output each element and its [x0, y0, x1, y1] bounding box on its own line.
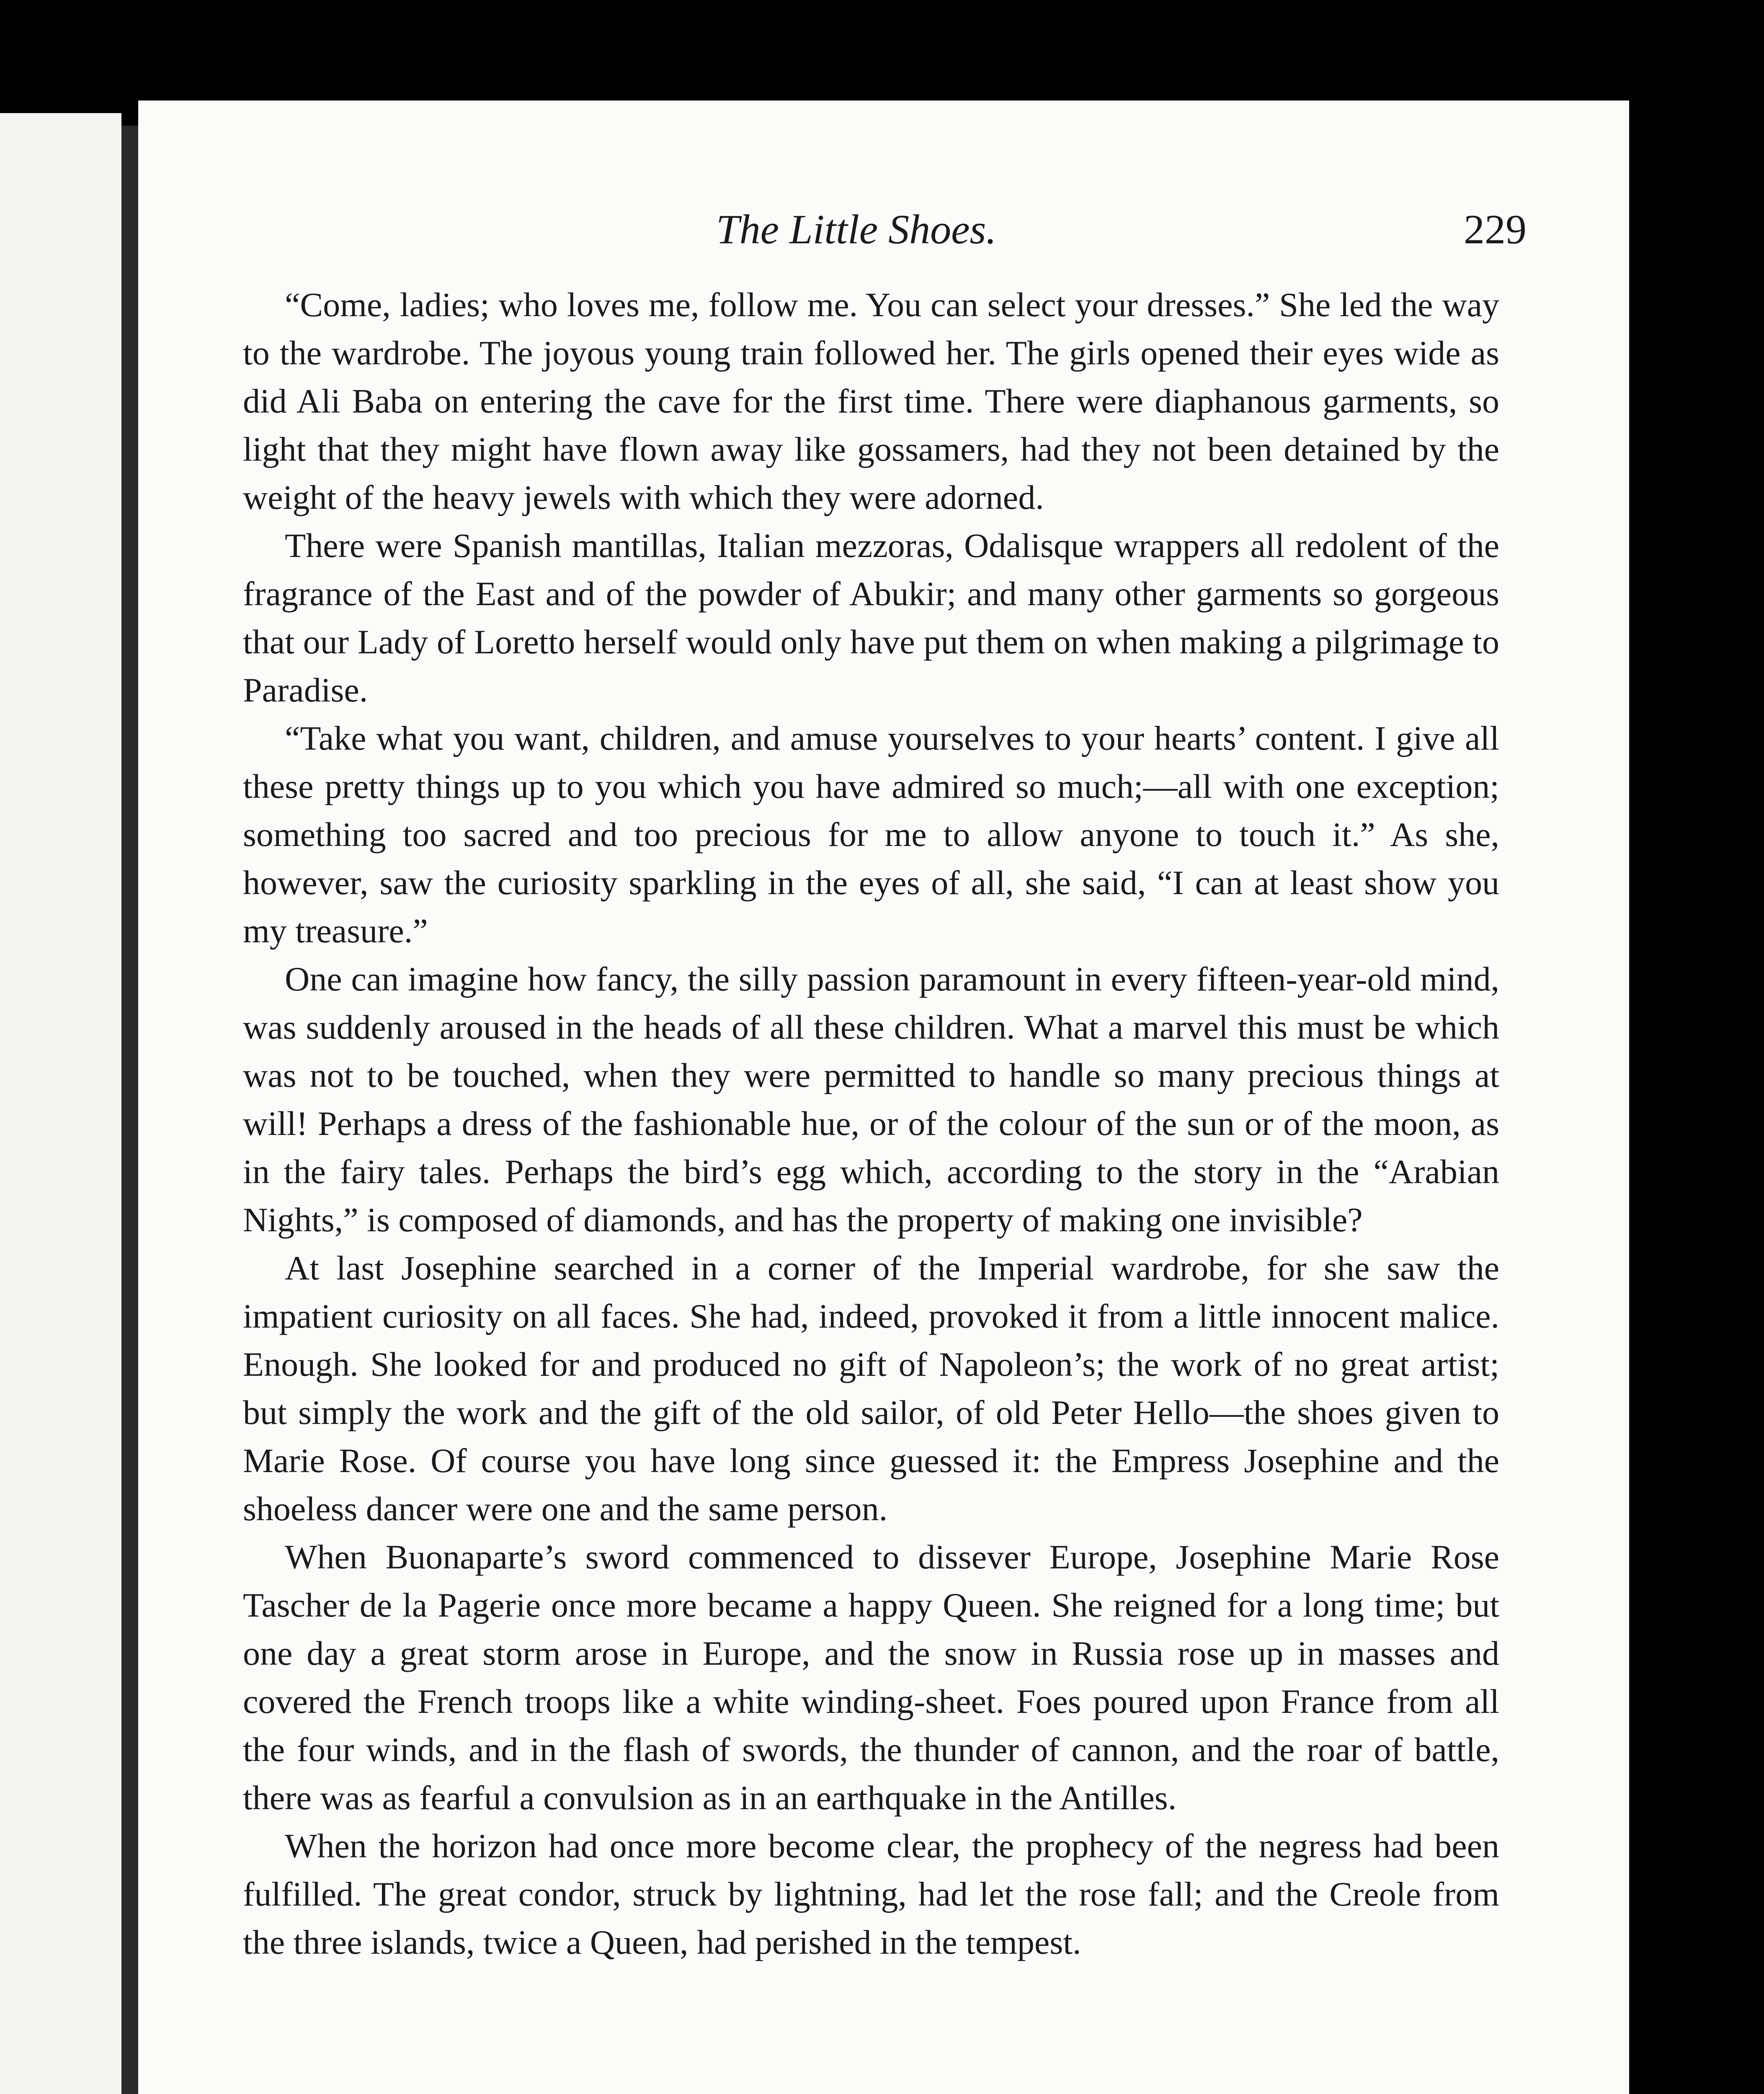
paragraph: One can imagine how fancy, the silly passion paramount in every fifteen-year-old mind, was suddenly aroused in the heads of all these children. What a marvel this must be which was not to be touched, when they were permitted to handle so many precious things at will! Perhaps a dress of the fashionable hue, or of the colour of the sun or of the moon, as in the fairy tales. Perhaps the bird’s egg which, according to the story in the “Arabian Nights,” is composed of diamonds, and has the property of making one invisible? — [243, 960, 1499, 1239]
running-title: The Little Shoes. — [716, 206, 997, 253]
paragraph: When Buonaparte’s sword commenced to dissever Europe, Josephine Marie Rose Tascher de la Pagerie once more became a happy Queen. She reigned for a long time; but one day a great storm arose in Europe, and the snow in Russia rose up in masses and covered the French troops like a white winding-sheet. Foes poured upon France from all the four winds, and in the flash of swords, the thunder of cannon, and the roar of battle, there was as fearful a convulsion as in an earthquake in the Antilles. — [243, 1538, 1499, 1817]
paragraph: At last Josephine searched in a corner of the Imperial wardrobe, for she saw the impatient curiosity on all faces. She had, indeed, provoked it from a little innocent malice. Enough. She looked for and produced no gift of Napoleon’s; the work of no great artist; but simply the work and the gift of the old sailor, of old Peter Hello—the shoes given to Marie Rose. Of course you have long since guessed it: the Empress Josephine and the shoeless dancer were one and the same person. — [243, 1249, 1499, 1528]
page-header — [138, 205, 1629, 260]
paragraph: When the horizon had once more become clear, the prophecy of the negress had been fulfilled. The great condor, struck by lightning, had let the rose fall; and the Creole from the three islands, twice a Queen, had perished in the tempest. — [243, 1827, 1499, 1961]
facing-page-edge — [0, 113, 121, 2094]
paragraph: “Take what you want, children, and amuse yourselves to your hearts’ content. I give all these pretty things up to you which you have admired so much;—all with one exception; something too sacred and too precious for me to allow anyone to touch it.” As she, however, saw the curiosity sparkling in the eyes of all, she said, “I can at least show you my treasure.” — [243, 719, 1499, 950]
page-number: 229 — [1464, 206, 1527, 253]
body-text — [243, 281, 1499, 1966]
book-page — [138, 101, 1629, 2094]
paragraph: “Come, ladies; who loves me, follow me. You can select your dresses.” She led the way to the wardrobe. The joyous young train followed her. The girls opened their eyes wide as did Ali Baba on entering the cave for the first time. There were diaphanous garments, so light that they might have flown away like gossamers, had they not been detained by the weight of the heavy jewels with which they were adorned. — [243, 286, 1499, 516]
paragraph: There were Spanish mantillas, Italian mezzoras, Odalisque wrappers all redolent of the fragrance of the East and of the powder of Abukir; and many other garments so gorgeous that our Lady of Loretto herself would only have put them on when making a pilgrimage to Paradise. — [243, 526, 1499, 709]
book-gutter — [121, 126, 138, 2094]
